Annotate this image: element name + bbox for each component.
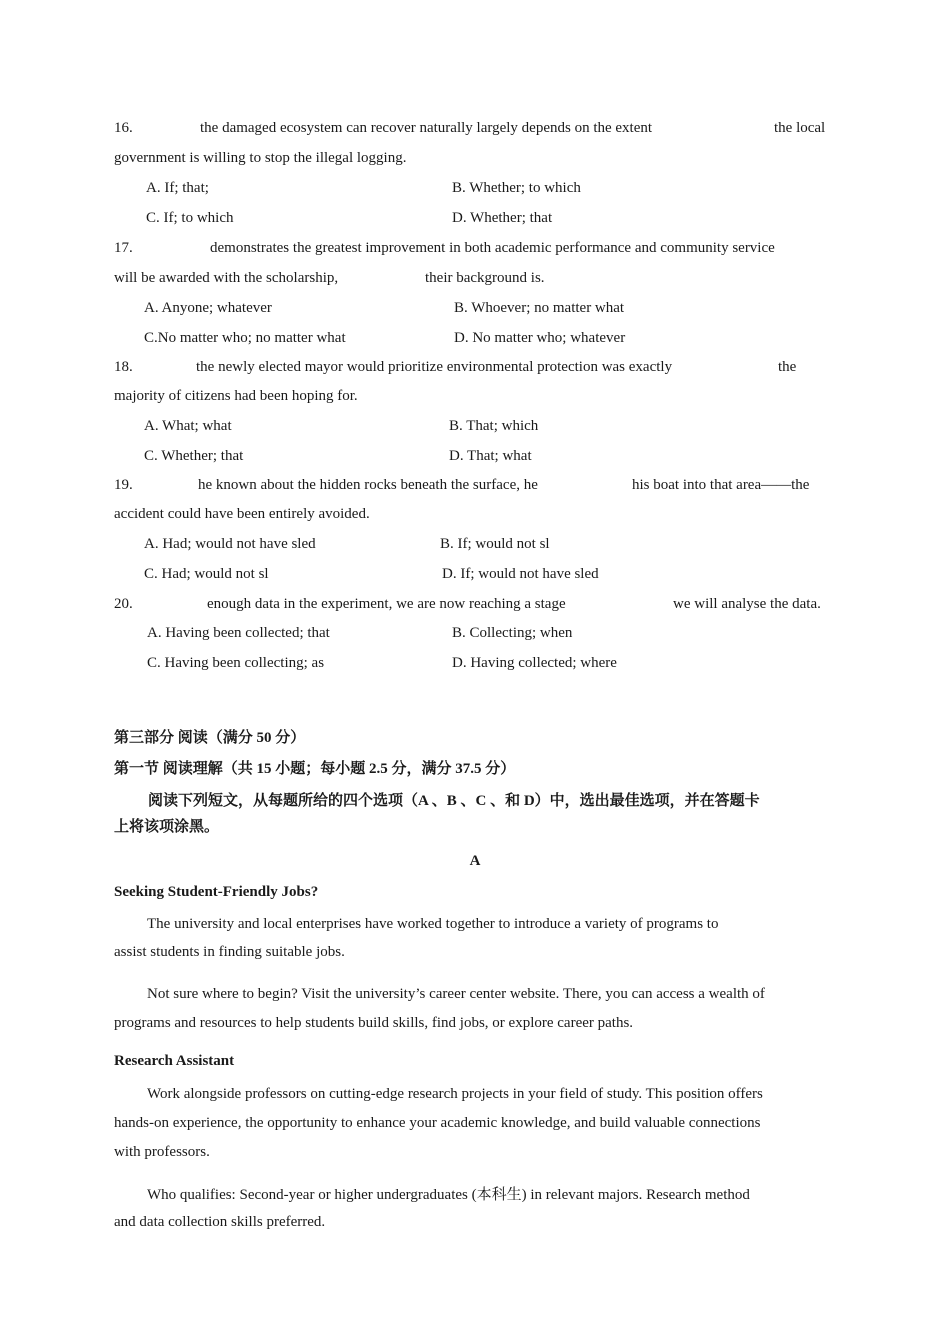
question-17-option-b: B. Whoever; no matter what bbox=[454, 300, 625, 316]
passage-paragraph-3-line-2: hands-on experience, the opportunity to enhance your academic knowledge, and build valuable connections bbox=[114, 1115, 761, 1131]
passage-paragraph-3-line-3: with professors. bbox=[114, 1144, 210, 1160]
question-16-option-c: C. If; to which bbox=[146, 210, 234, 226]
question-16-number: 16. bbox=[114, 120, 133, 136]
passage-letter: A bbox=[469, 853, 481, 869]
question-18-stem-part-c: majority of citizens had been hoping for. bbox=[114, 388, 358, 404]
question-16-option-d: D. Whether; that bbox=[452, 210, 553, 226]
question-18-option-c: C. Whether; that bbox=[144, 448, 244, 464]
question-17-number: 17. bbox=[114, 240, 133, 256]
passage-paragraph-2-line-1: Not sure where to begin? Visit the university’s career center website. There, you can access a wealth of bbox=[147, 986, 765, 1002]
question-20-number: 20. bbox=[114, 596, 133, 612]
research-assistant-heading: Research Assistant bbox=[114, 1053, 235, 1069]
question-18-option-a: A. What; what bbox=[144, 418, 232, 434]
question-17-option-a: A. Anyone; whatever bbox=[144, 300, 272, 316]
part3-title: 第三部分 阅读（满分 50 分） bbox=[114, 730, 306, 746]
question-18-number: 18. bbox=[114, 359, 133, 375]
passage-paragraph-4-line-1: Who qualifies: Second-year or higher undergraduates (本科生) in relevant majors. Research method bbox=[147, 1187, 750, 1203]
question-19-number: 19. bbox=[114, 477, 133, 493]
question-16-stem-part-b: the local bbox=[774, 120, 826, 136]
passage-paragraph-1-line-1: The university and local enterprises have worked together to introduce a variety of programs to bbox=[147, 916, 719, 932]
question-19-stem-part-c: accident could have been entirely avoided. bbox=[114, 506, 370, 522]
passage-paragraph-2-line-2: programs and resources to help students build skills, find jobs, or explore career paths. bbox=[114, 1015, 634, 1031]
question-18-stem-part-b: the bbox=[778, 359, 797, 375]
question-19-option-d: D. If; would not have sled bbox=[442, 566, 599, 582]
question-16-option-b: B. Whether; to which bbox=[452, 180, 581, 196]
question-19-option-b: B. If; would not sl bbox=[440, 536, 550, 552]
question-17-stem-part-b: will be awarded with the scholarship, bbox=[114, 270, 339, 286]
question-18-stem-part-a: the newly elected mayor would prioritize environmental protection was exactly bbox=[196, 359, 673, 375]
question-17-stem-part-a: demonstrates the greatest improvement in both academic performance and community service bbox=[210, 240, 775, 256]
question-19-stem-part-a: he known about the hidden rocks beneath the surface, he bbox=[198, 477, 538, 493]
question-19-option-c: C. Had; would not sl bbox=[144, 566, 269, 582]
part3-section-title: 第一节 阅读理解（共 15 小题；每小题 2.5 分，满分 37.5 分） bbox=[114, 761, 516, 777]
question-20-option-a: A. Having been collected; that bbox=[147, 625, 330, 641]
part3-instruction-line-2: 上将该项涂黑。 bbox=[114, 819, 220, 835]
question-20-stem-part-a: enough data in the experiment, we are now reaching a stage bbox=[207, 596, 566, 612]
part3-instruction-line-1: 阅读下列短文，从每题所给的四个选项（A 、B 、C 、和 D）中，选出最佳选项，并在答题卡 bbox=[148, 793, 760, 809]
question-16-stem-part-a: the damaged ecosystem can recover naturally largely depends on the extent bbox=[200, 120, 653, 136]
question-20-stem-part-b: we will analyse the data. bbox=[673, 596, 821, 612]
question-19-option-a: A. Had; would not have sled bbox=[144, 536, 316, 552]
question-17-option-d: D. No matter who; whatever bbox=[454, 330, 626, 346]
question-18-option-d: D. That; what bbox=[449, 448, 532, 464]
question-17-stem-part-c: their background is. bbox=[425, 270, 545, 286]
question-19-stem-part-b: his boat into that area——the bbox=[632, 477, 810, 493]
question-18-option-b: B. That; which bbox=[449, 418, 539, 434]
passage-title: Seeking Student-Friendly Jobs? bbox=[114, 884, 319, 900]
question-17-option-c: C.No matter who; no matter what bbox=[144, 330, 346, 346]
question-20-option-b: B. Collecting; when bbox=[452, 625, 573, 641]
passage-paragraph-3-line-1: Work alongside professors on cutting-edge research projects in your field of study. This position offers bbox=[147, 1086, 763, 1102]
question-20-option-c: C. Having been collecting; as bbox=[147, 655, 325, 671]
question-16-stem-part-c: government is willing to stop the illegal logging. bbox=[114, 150, 407, 166]
passage-paragraph-1-line-2: assist students in finding suitable jobs. bbox=[114, 944, 345, 960]
question-16-option-a: A. If; that; bbox=[146, 180, 209, 196]
passage-paragraph-4-line-2: and data collection skills preferred. bbox=[114, 1214, 326, 1230]
question-20-option-d: D. Having collected; where bbox=[452, 655, 617, 671]
